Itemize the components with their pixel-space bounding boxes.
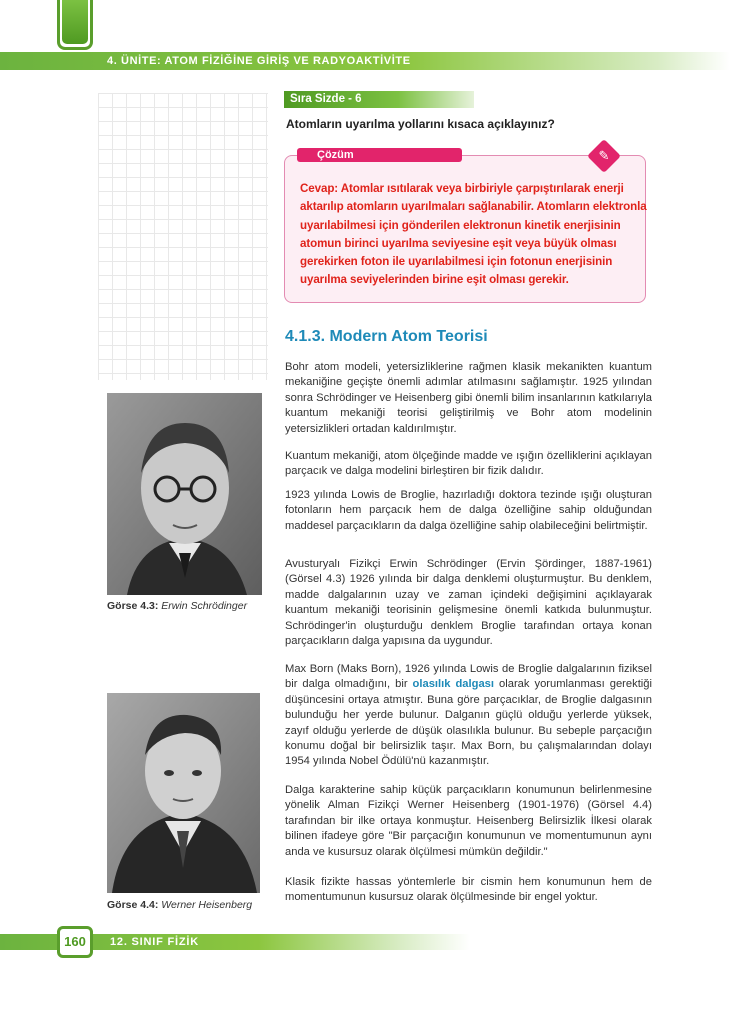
figure-caption-heisenberg (107, 899, 252, 911)
keyword-probability-wave: olasılık dalgası (412, 678, 495, 691)
schrodinger-photo (107, 393, 262, 595)
figure-label: Görse 4.3: (107, 600, 159, 612)
heisenberg-photo (107, 693, 260, 893)
exercise-label: Sıra Sizde - 6 (290, 93, 362, 105)
section-title: 4.1.3. Modern Atom Teorisi (285, 328, 488, 345)
paragraph-broglie: 1923 yılında Lowis de Broglie, hazırladığı doktora tezinde ışığı oluşturan fotonların hem parçacık hem de dalga özelliğine sahip olduğundan maddesel parçacıkların da dalga özelliğine sahip olabileceğini belirtmiştir. (285, 489, 652, 532)
exercise-question: Atomların uyarılma yollarını kısaca açıklayınız? (286, 117, 555, 131)
figure-caption-schrodinger (107, 600, 247, 612)
paragraph-bohr: Bohr atom modeli, yetersizliklerine rağmen klasik mekanikten kuantum mekaniğine geçişte önemli adımlar atılmasını sağlamıştır. 1925 yılından sonra Schrödinger ve Heisenberg gibi önemli bilim insanlarının katkılarıyla kuantum mekaniği teorisi geliştirilmiş ve Bohr atom modelinin yetersizlikleri ortadan kaldırılmıştır. (285, 361, 652, 435)
header-tab-fill (62, 0, 88, 44)
paragraph-schrodinger: Avusturyalı Fizikçi Erwin Schrödinger (Ervin Şördinger, 1887-1961) (Görsel 4.3) 1926 yılında bir dalga denklemi oluşturmuştur. Bu denklem, madde dalgalarının uzay ve zaman içindeki değişimini açıklayarak kuantum mekaniği teorisinin gelişmesine önemli katkıda bulunmuştur. Schrödinger'in oluşturduğu denklem Broglie tarafından ortaya konan parçacıkların dalga yapısına da uygundur. (285, 558, 652, 648)
born-text-after: olarak yorumlanması gerektiği düşüncesini ortaya atmıştır. Buna göre parçacıklar, de Broglie dalgasının bulunduğu her yerde bulunur. Dalganın güçlü olduğu yerlerde yüksek, zayıf olduğu yerlerde de düşük olasılıkla bulunur. Bu sebeple parçacığın konumu doğal bir belirsizlik taşır. Max Born, bu çalışmalarından dolayı 1954 yılında Nobel Ödülü'nü kazanmıştır. (285, 678, 653, 768)
paragraph-born (285, 662, 652, 770)
born-text-before: Max Born (Maks Born), 1926 yılında Lowis de Broglie dalgalarının fiziksel bir dalga olmadığını, bir (285, 663, 652, 691)
paragraph-heisenberg: Dalga karakterine sahip küçük parçacıkların konumunun belirlenmesine yönelik Alman Fizikçi Werner Heisenberg (1901-1976) (Görsel 4.4) tarafından bir ilke ortaya konmuştur. Heisenberg Belirsizlik İlkesi olarak bilinen ifadeye göre "Bir parçacığın konumunun ve momentumunun aynı anda ve kusursuz olarak ölçülmesi mümkün değildir." (285, 784, 652, 858)
unit-title: 4. ÜNİTE: ATOM FİZİĞİNE GİRİŞ VE RADYOAKTİVİTE (107, 55, 411, 67)
note-grid (98, 93, 268, 380)
figure-name: Werner Heisenberg (161, 899, 253, 911)
pencil-icon: ✎ (598, 148, 610, 163)
paragraph-classical: Klasik fizikte hassas yöntemlerle bir cismin hem konumunun hem de momentumunun kusursuz olarak ölçülmesinde bir engel yoktur. (285, 876, 652, 904)
book-title: 12. SINIF FİZİK (110, 936, 200, 948)
solution-label: Çözüm (317, 149, 354, 161)
paragraph-quantum: Kuantum mekaniği, atom ölçeğinde madde ve ışığın özelliklerini açıklayan parçacık ve dalga modelini birleştiren bir fizik dalıdır. (285, 450, 652, 478)
solution-answer: Cevap: Atomlar ısıtılarak veya birbiriyle çarpıştırılarak enerji aktarılıp atomların uyarılmaları sağlanabilir. Atomların elektronla uyarılabilmesi için gönderilen elektronun kinetik enerjisinin atomun birinci uyarılma seviyesine eşit veya büyük olması gerekirken foton ile uyarılabilmesi için fotonun enerjisinin uyarılma seviyelerinden birine eşit olması gerekir. (300, 182, 647, 287)
figure-label: Görse 4.4: (107, 899, 159, 911)
figure-name: Erwin Schrödinger (161, 600, 248, 612)
page-number: 160 (64, 934, 86, 949)
